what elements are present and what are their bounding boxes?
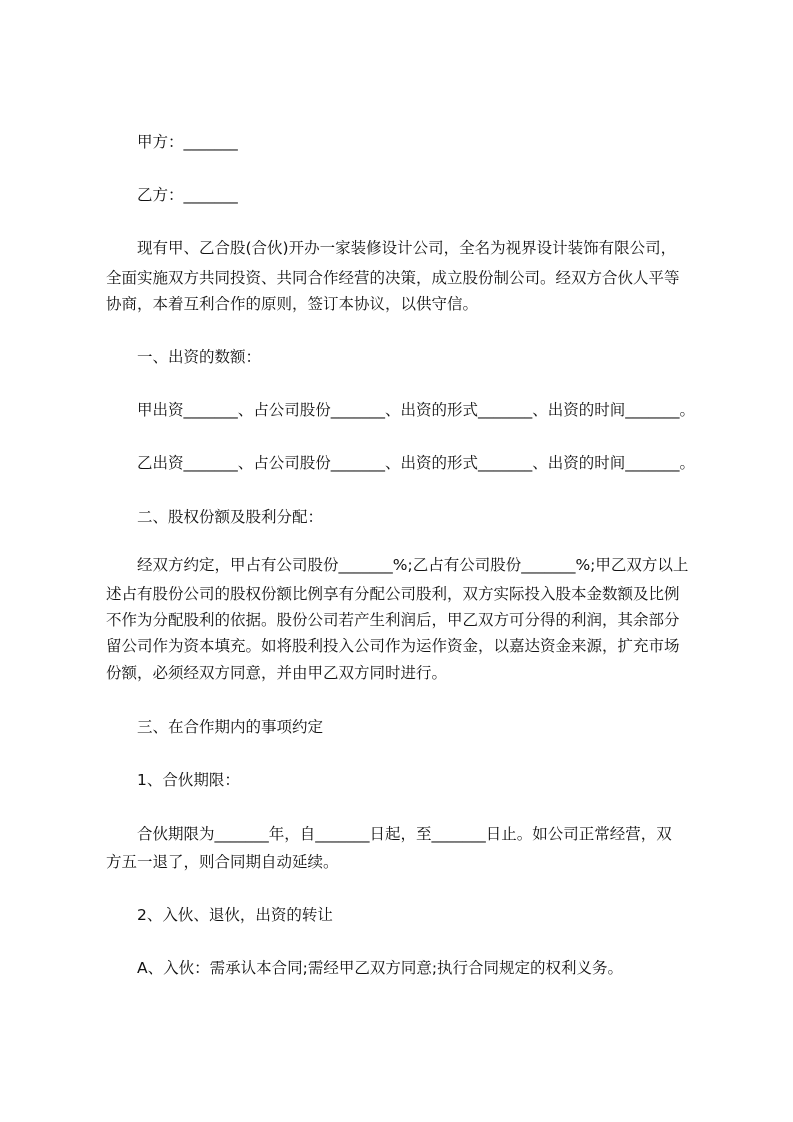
party-b-line: 乙方：_______: [137, 186, 238, 204]
section-2-line-2: 述占有股份公司的股权份额比例享有分配公司股利，双方实际投入股本金数额及比例: [106, 585, 680, 603]
intro-line-1: 现有甲、乙合股(合伙)开办一家装修设计公司，全名为视界设计装饰有限公司，: [137, 239, 677, 257]
section-3-item-2-title: 2、入伙、退伙，出资的转让: [137, 906, 333, 924]
section-3-title: 三、在合作期内的事项约定: [137, 718, 324, 736]
section-2-line-4: 留公司作为资本填充。如将股利投入公司作为运作资金，以嘉达资金来源，扩充市场: [106, 637, 680, 655]
section-1-party-b-line: 乙出资_______、占公司股份_______、出资的形式_______、出资的时间_______。: [137, 454, 696, 472]
section-1-title: 一、出资的数额：: [137, 348, 262, 366]
section-2-title: 二、股权份额及股利分配：: [137, 508, 324, 526]
intro-line-2: 全面实施双方共同投资、共同合作经营的决策，成立股份制公司。经双方合伙人平等: [106, 269, 680, 287]
intro-line-3: 协商，本着互利合作的原则，签订本协议，以供守信。: [106, 295, 479, 313]
section-3-item-1-title: 1、合伙期限：: [137, 771, 240, 789]
section-3-item-2-a: A、入伙：需承认本合同;需经甲乙双方同意;执行合同规定的权利义务。: [137, 959, 624, 977]
section-1-party-a-line: 甲出资_______、占公司股份_______、出资的形式_______、出资的时间_______。: [137, 401, 696, 419]
section-3-item-1-line-1: 合伙期限为_______年，自_______日起，至_______日止。如公司正常经营，双: [137, 825, 672, 843]
party-a-line: 甲方：_______: [137, 133, 238, 151]
section-2-line-5: 份额，必须经双方同意，并由甲乙双方同时进行。: [106, 664, 448, 682]
section-3-item-1-line-2: 方五一退了，则合同期自动延续。: [106, 853, 339, 871]
section-2-line-3: 不作为分配股利的依据。股份公司若产生利润后，甲乙双方可分得的利润，其余部分: [106, 611, 680, 629]
section-2-line-1: 经双方约定，甲占有公司股份_______%;乙占有公司股份_______%;甲乙双方以上: [137, 556, 689, 574]
